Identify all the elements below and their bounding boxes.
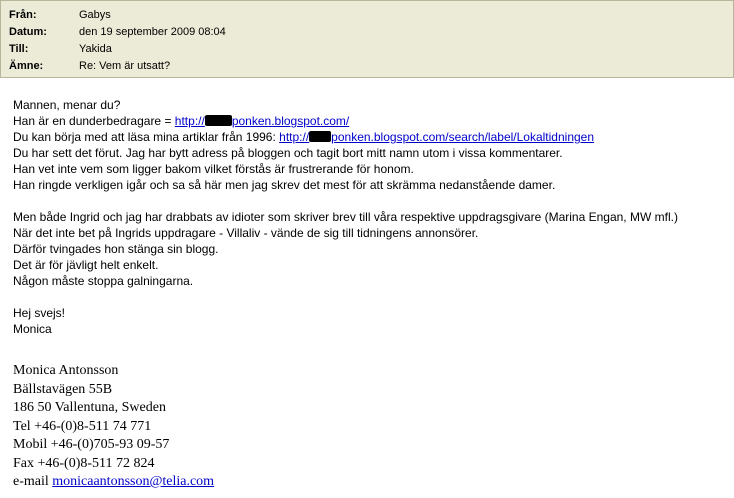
link-text[interactable]: ponken.blogspot.com/search/label/Lokaltidningen bbox=[331, 130, 595, 144]
link-text[interactable]: http:// bbox=[174, 114, 205, 128]
blog-link[interactable] bbox=[175, 114, 349, 128]
body-line: Därför tvingades hon stänga sin blogg. bbox=[13, 242, 219, 256]
subject-value: Re: Vem är utsatt? bbox=[79, 60, 171, 72]
date-value: den 19 september 2009 08:04 bbox=[79, 26, 226, 38]
link-text[interactable]: http:// bbox=[279, 130, 310, 144]
body-line: Mannen, menar du? bbox=[13, 98, 121, 112]
body-line: Någon måste stoppa galningarna. bbox=[13, 274, 194, 288]
body-line: Men både Ingrid och jag har drabbats av idioter som skriver brev till våra respektive uppdragsgivare (Marina Engan, MW mfl.) bbox=[13, 210, 678, 224]
body-line: Han vet inte vem som ligger bakom vilket förstås är frustrerande för honom. bbox=[13, 162, 414, 176]
to-value: Yakida bbox=[79, 43, 112, 55]
signature-street: Bällstavägen 55B bbox=[13, 381, 113, 397]
redaction-mark bbox=[309, 131, 331, 142]
signature-block bbox=[13, 362, 214, 492]
subject-label: Ämne: bbox=[9, 60, 44, 72]
email-header bbox=[0, 0, 734, 78]
sender-name-line: Monica bbox=[13, 322, 52, 336]
signature-name: Monica Antonsson bbox=[13, 363, 119, 378]
email-label: e-mail bbox=[13, 474, 53, 489]
body-line-with-link bbox=[13, 113, 728, 129]
greeting-line: Hej svejs! bbox=[13, 306, 66, 320]
from-label: Från: bbox=[9, 9, 37, 21]
signature-fax: Fax +46-(0)8-511 72 824 bbox=[13, 455, 155, 471]
date-label: Datum: bbox=[9, 26, 47, 38]
body-line: Han ringde verkligen igår och sa så här men jag skrev det mest för att skrämma nedanstående damer. bbox=[13, 178, 556, 192]
body-line-with-link bbox=[13, 129, 728, 145]
signature-mobile: Mobil +46-(0)705-93 09-57 bbox=[13, 437, 170, 452]
blank-line bbox=[13, 289, 728, 305]
to-label: Till: bbox=[9, 43, 29, 55]
body-line: Du har sett det förut. Jag har bytt adress på bloggen och tagit bort mitt namn utom i vissa kommentarer. bbox=[13, 146, 563, 160]
link-text[interactable]: ponken.blogspot.com/ bbox=[231, 114, 350, 128]
articles-link[interactable] bbox=[279, 130, 594, 144]
signature-city: 186 50 Vallentuna, Sweden bbox=[13, 400, 166, 415]
body-line: När det inte bet på Ingrids uppdragare - Villaliv - vände de sig till tidningens annonsörer. bbox=[13, 226, 479, 240]
body-line: Det är för jävligt helt enkelt. bbox=[13, 258, 159, 272]
signature-tel: Tel +46-(0)8-511 74 771 bbox=[13, 418, 152, 434]
signature-email-line bbox=[13, 473, 214, 492]
body-text: Du kan börja med att läsa mina artiklar från 1996: bbox=[13, 130, 280, 144]
body-text: Han är en dunderbedragare = bbox=[13, 114, 175, 128]
from-value: Gabys bbox=[79, 9, 111, 21]
email-link[interactable]: monicaantonsson@telia.com bbox=[52, 474, 215, 489]
blank-line bbox=[13, 193, 728, 209]
redaction-mark bbox=[205, 115, 232, 126]
message-body bbox=[13, 97, 728, 337]
